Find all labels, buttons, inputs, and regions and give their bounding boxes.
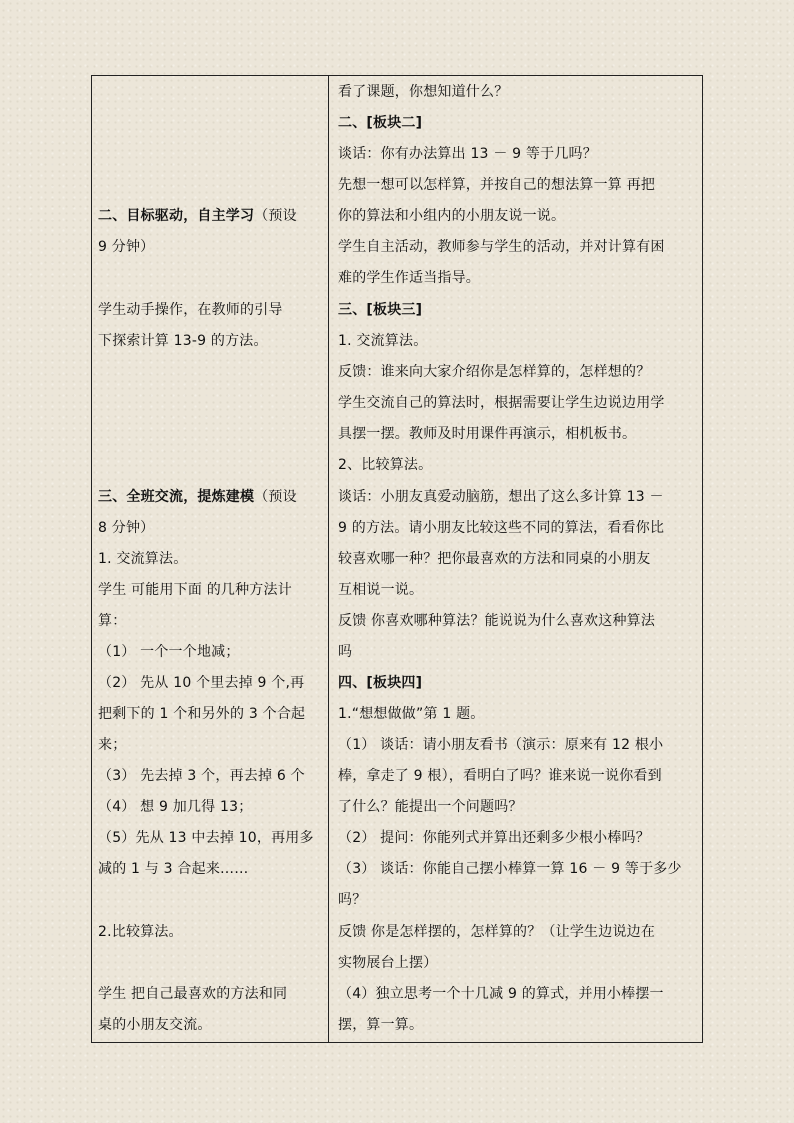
- section2-heading: [98, 207, 297, 225]
- right-line-17: 互相说一说。: [338, 582, 424, 598]
- section3-line-13: 学生 把自己最喜欢的方法和同: [98, 986, 288, 1002]
- right-line-28: 反馈 你是怎样摆的，怎样算的？（让学生边说边在: [338, 924, 656, 940]
- column-divider: [328, 76, 329, 1042]
- right-line-6: 学生自主活动，教师参与学生的活动，并对计算有困: [338, 239, 665, 255]
- section2-body-1: 学生动手操作，在教师的引导: [98, 302, 283, 318]
- section3-line-11: 减的 1 与 3 合起来……: [98, 861, 249, 877]
- section3-line-2: 学生 可能用下面 的几种方法计: [98, 582, 292, 598]
- section3-line-5: （2） 先从 10 个里去掉 9 个,再: [98, 675, 305, 691]
- section2-heading-rest: （预设: [254, 208, 297, 224]
- right-line-18: 反馈 你喜欢哪种算法？能说说为什么喜欢这种算法: [338, 613, 656, 629]
- right-line-4: 先想一想可以怎样算，并按自己的想法算一算 再把: [338, 177, 656, 193]
- right-line-7: 难的学生作适当指导。: [338, 270, 480, 286]
- section3-line-3: 算：: [98, 613, 127, 629]
- right-line-30: （4）独立思考一个十几减 9 的算式，并用小棒摆一: [338, 986, 664, 1002]
- right-line-11: 学生交流自己的算法时，根据需要让学生边说边用学: [338, 395, 665, 411]
- section2-body-2: 下探索计算 13-9 的方法。: [98, 333, 268, 349]
- right-line-1: 看了课题，你想知道什么？: [338, 84, 509, 100]
- section3-line-4: （1） 一个一个地减；: [98, 644, 240, 660]
- section3-heading: [98, 488, 297, 506]
- section3-time: 8 分钟）: [98, 520, 155, 536]
- section3-line-6: 把剩下的 1 个和另外的 3 个合起: [98, 706, 306, 722]
- section2-heading-bold: 二、目标驱动，自主学习: [98, 208, 255, 224]
- right-line-22: （1） 谈话：请小朋友看书（演示：原来有 12 根小: [338, 737, 664, 753]
- block2-heading: 二、[板块二]: [338, 115, 423, 131]
- section3-line-1: 1. 交流算法。: [98, 551, 188, 567]
- right-line-21: 1.“想想做做”第 1 题。: [338, 706, 485, 722]
- right-line-9: 1. 交流算法。: [338, 333, 428, 349]
- section3-line-7: 来；: [98, 737, 127, 753]
- lesson-table: [91, 75, 703, 1043]
- block3-heading: 三、[板块三]: [338, 302, 423, 318]
- section3-line-8: （3） 先去掉 3 个，再去掉 6 个: [98, 768, 305, 784]
- right-line-10: 反馈：谁来向大家介绍你是怎样算的，怎样想的？: [338, 364, 651, 380]
- section3-line-14: 桌的小朋友交流。: [98, 1017, 212, 1033]
- section3-line-10: （5）先从 13 中去掉 10，再用多: [98, 830, 314, 846]
- right-line-12: 具摆一摆。教师及时用课件再演示，相机板书。: [338, 426, 637, 442]
- right-line-13: 2、比较算法。: [338, 457, 433, 473]
- block4-heading: 四、[板块四]: [338, 675, 423, 691]
- section3-line-9: （4） 想 9 加几得 13；: [98, 799, 253, 815]
- section2-time: 9 分钟）: [98, 239, 155, 255]
- right-line-24: 了什么？能提出一个问题吗？: [338, 799, 523, 815]
- right-line-19: 吗: [338, 644, 353, 660]
- right-line-23: 棒，拿走了 9 根），看明白了吗？谁来说一说你看到: [338, 768, 662, 784]
- right-line-5: 你的算法和小组内的小朋友说一说。: [338, 208, 566, 224]
- right-line-29: 实物展台上摆）: [338, 955, 438, 971]
- right-line-25: （2） 提问：你能列式并算出还剩多少根小棒吗？: [338, 830, 650, 846]
- section3-line-12: 2.比较算法。: [98, 924, 183, 940]
- right-line-27: 吗？: [338, 892, 367, 908]
- right-line-26: （3） 谈话：你能自己摆小棒算一算 16 － 9 等于多少: [338, 861, 682, 877]
- section3-heading-rest: （预设: [254, 489, 297, 505]
- right-line-16: 较喜欢哪一种？把你最喜欢的方法和同桌的小朋友: [338, 551, 651, 567]
- right-line-31: 摆，算一算。: [338, 1017, 424, 1033]
- right-line-14: 谈话：小朋友真爱动脑筋，想出了这么多计算 13 －: [338, 489, 664, 505]
- section3-heading-bold: 三、全班交流，提炼建模: [98, 489, 255, 505]
- right-line-3: 谈话：你有办法算出 13 － 9 等于几吗？: [338, 146, 597, 162]
- right-line-15: 9 的方法。请小朋友比较这些不同的算法，看看你比: [338, 520, 665, 536]
